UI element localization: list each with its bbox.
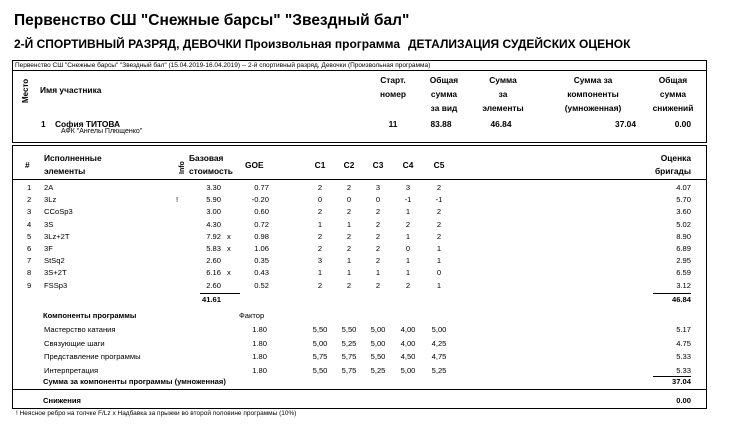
skater-club: АФК "Ангелы Плющенко" [61,128,143,135]
element-name: CCoSp3 [44,207,73,217]
judge-3-header: С3 [372,160,384,170]
element-name: 2A [44,183,54,192]
element-bonus-mark: x [227,244,231,253]
element-panel-score: 5.70 [676,195,691,205]
component-judge-score: 4,00 [400,325,416,334]
element-goe: 0.72 [254,219,269,229]
element-goe: 0.35 [254,256,269,266]
element-judge-score: 0 [375,195,381,205]
element-judge-score: 2 [346,280,352,290]
element-goe: -0.20 [251,195,269,205]
skater-elements: 46.84 [490,119,512,129]
component-factor: 1.80 [252,365,267,375]
element-name: 3Lz [44,195,57,205]
element-judge-score: 2 [317,280,323,290]
element-judge-score: 1 [436,280,442,290]
element-base: 2.60 [206,280,221,290]
element-goe: 1.06 [254,244,269,253]
element-name: StSq2 [44,256,65,266]
element-goe: 0.77 [254,183,269,192]
footnote: ! Неясное ребро на толчке F/Lz x Надбавка за прыжки во второй половине программы (10%) [16,410,297,417]
element-judge-score: 2 [436,207,442,217]
component-score: 4.75 [676,338,691,348]
element-base: 4.30 [206,219,221,229]
element-judge-score: 1 [375,268,381,278]
element-base: 5.90 [206,195,221,205]
element-judge-score: 2 [375,219,381,229]
element-base: 2.60 [206,256,221,266]
element-judge-score: 0 [317,195,323,205]
element-judge-score: 2 [346,183,352,192]
element-judge-score: 3 [405,183,411,192]
component-score: 5.33 [676,365,691,375]
element-bonus-mark: x [227,268,231,278]
component-score: 5.17 [676,325,691,334]
base-total: 41.61 [201,295,221,304]
component-judge-score: 5,00 [370,325,386,334]
deductions-sum-header: Общая сумма снижений [652,75,694,113]
element-num: 1 [27,183,32,192]
element-panel-score: 5.02 [676,219,691,229]
component-judge-score: 5,50 [312,365,328,375]
skater-deductions: 0.00 [674,119,691,129]
element-judge-score: 2 [375,207,381,217]
deductions-total: 0.00 [676,396,691,405]
element-name: 3S [44,219,54,229]
component-judge-score: 5,50 [341,325,357,334]
page-subtitle-right: ДЕТАЛИЗАЦИЯ СУДЕЙСКИХ ОЦЕНОК [408,37,631,51]
skater-components: 37.04 [615,119,636,129]
element-num: 4 [27,219,32,229]
element-panel-score: 6.59 [676,268,691,278]
element-num: 9 [27,280,32,290]
element-base: 3.30 [206,183,221,192]
element-num: 6 [27,244,32,253]
element-judge-score: 2 [346,231,352,241]
element-base: 5.83 [206,244,221,253]
element-goe: 0.43 [254,268,269,278]
element-goe: 0.60 [254,207,269,217]
component-judge-score: 5,00 [370,338,386,348]
page-title: Первенство СШ "Снежные барсы" "Звездный бал" [14,12,410,29]
element-base: 6.16 [206,268,221,278]
component-factor: 1.80 [252,352,267,362]
component-factor: 1.80 [252,325,267,334]
element-judge-score: 2 [375,231,381,241]
total-score-header: Общая сумма за вид [429,75,459,113]
element-num: 2 [27,195,32,205]
element-judge-score: 1 [346,256,352,266]
element-info: ! [176,195,179,205]
component-judge-score: 5,25 [431,365,447,375]
element-judge-score: 1 [405,256,411,266]
element-judge-score: 2 [405,280,411,290]
element-name: 3F [44,244,53,253]
start-num-header: Старт. номер [379,75,407,99]
element-judge-score: 2 [317,183,323,192]
component-judge-score: 5,00 [400,365,416,375]
element-judge-score: 1 [405,268,411,278]
element-base: 7.92 [206,231,221,241]
info-header: Info [179,161,186,174]
elements-header: Исполненные элементы [44,153,102,176]
place-header: Место [21,78,30,103]
goe-header: GOE [245,160,264,170]
element-judge-score: 1 [317,219,323,229]
element-judge-score: 2 [375,256,381,266]
element-judge-score: 2 [346,244,352,253]
base-header: Базовая стоимость [189,153,233,176]
component-judge-score: 5,00 [312,338,328,348]
element-judge-score: 0 [436,268,442,278]
element-judge-score: 1 [405,231,411,241]
judge-1-header: С1 [314,160,326,170]
judge-5-header: С5 [433,160,445,170]
component-judge-score: 5,50 [370,352,386,362]
element-judge-score: 2 [436,231,442,241]
event-line: Первенство СШ "Снежные барсы" "Звездный бал" (15.04.2019-16.04.2019) -- 2-й спортивный разряд, Девочки (Произвольная программа) [15,62,431,69]
judge-4-header: С4 [402,160,414,170]
element-judge-score: 2 [375,244,381,253]
element-judge-score: 1 [436,256,442,266]
element-judge-score: 1 [405,207,411,217]
element-judge-score: 0 [405,244,411,253]
summary-box [12,60,707,143]
element-goe: 0.98 [254,231,269,241]
element-panel-score: 6.89 [676,244,691,253]
component-judge-score: 4,50 [400,352,416,362]
components-sum-header: Сумма за компоненты (умноженная) [564,75,622,113]
elements-total: 46.84 [671,295,691,304]
skater-place: 1 [41,119,46,129]
element-name: 3S+2T [44,268,67,278]
element-judge-score: 2 [375,280,381,290]
skater-start-num: 11 [388,119,398,129]
skater-total: 83.88 [430,119,452,129]
components-header: Компоненты программы [43,311,137,320]
element-judge-score: 3 [317,256,323,266]
component-name: Мастерство катания [44,325,116,334]
component-judge-score: 5,25 [341,338,357,348]
component-judge-score: 5,00 [431,325,447,334]
num-header: # [25,160,30,170]
element-judge-score: 3 [375,183,381,192]
element-judge-score: 1 [346,268,352,278]
component-judge-score: 5,50 [312,325,328,334]
factor-header: Фактор [239,311,265,320]
element-judge-score: 2 [317,244,323,253]
component-judge-score: 4,75 [431,352,447,362]
component-name: Связующие шаги [44,338,105,348]
component-judge-score: 5,75 [341,365,357,375]
component-judge-score: 4,00 [400,338,416,348]
element-judge-score: 2 [317,231,323,241]
element-judge-score: 2 [436,219,442,229]
element-panel-score: 8.90 [676,231,691,241]
element-panel-score: 2.95 [676,256,691,266]
element-judge-score: 2 [346,207,352,217]
element-panel-score: 3.12 [676,280,691,290]
element-judge-score: -1 [404,195,412,205]
component-factor: 1.80 [252,338,267,348]
element-judge-score: 1 [317,268,323,278]
element-judge-score: 0 [346,195,352,205]
element-bonus-mark: x [227,231,231,241]
element-num: 8 [27,268,32,278]
name-header: Имя участника [40,85,102,95]
element-goe: 0.52 [254,280,269,290]
component-name: Интерпретация [44,365,99,375]
element-panel-score: 3.60 [676,207,691,217]
component-judge-score: 4,25 [431,338,447,348]
element-judge-score: 2 [317,207,323,217]
element-num: 5 [27,231,32,241]
element-judge-score: 1 [346,219,352,229]
deductions-label: Снижения [43,396,81,405]
element-num: 7 [27,256,32,266]
element-panel-score: 4.07 [676,183,691,192]
element-base: 3.00 [206,207,221,217]
element-judge-score: 2 [405,219,411,229]
judge-2-header: С2 [343,160,355,170]
component-judge-score: 5,75 [312,352,328,362]
element-judge-score: -1 [435,195,443,205]
skater-name: София ТИТОВА [55,119,121,129]
details-box [12,145,707,409]
components-total: 37.04 [671,377,691,386]
component-name: Представление программы [44,352,141,362]
component-judge-score: 5,25 [370,365,386,375]
element-judge-score: 2 [436,183,442,192]
element-num: 3 [27,207,32,217]
component-judge-score: 5,75 [341,352,357,362]
component-score: 5.33 [676,352,691,362]
element-name: 3Lz+2T [44,231,70,241]
page-subtitle: 2-Й СПОРТИВНЫЙ РАЗРЯД, ДЕВОЧКИ Произвольная программа [14,37,401,51]
elements-sum-header: Сумма за элементы [482,75,524,113]
element-judge-score: 1 [436,244,442,253]
panel-header: Оценка бригады [654,153,691,176]
element-name: FSSp3 [44,280,68,290]
components-total-label: Сумма за компоненты программы (умноженная) [43,377,226,386]
